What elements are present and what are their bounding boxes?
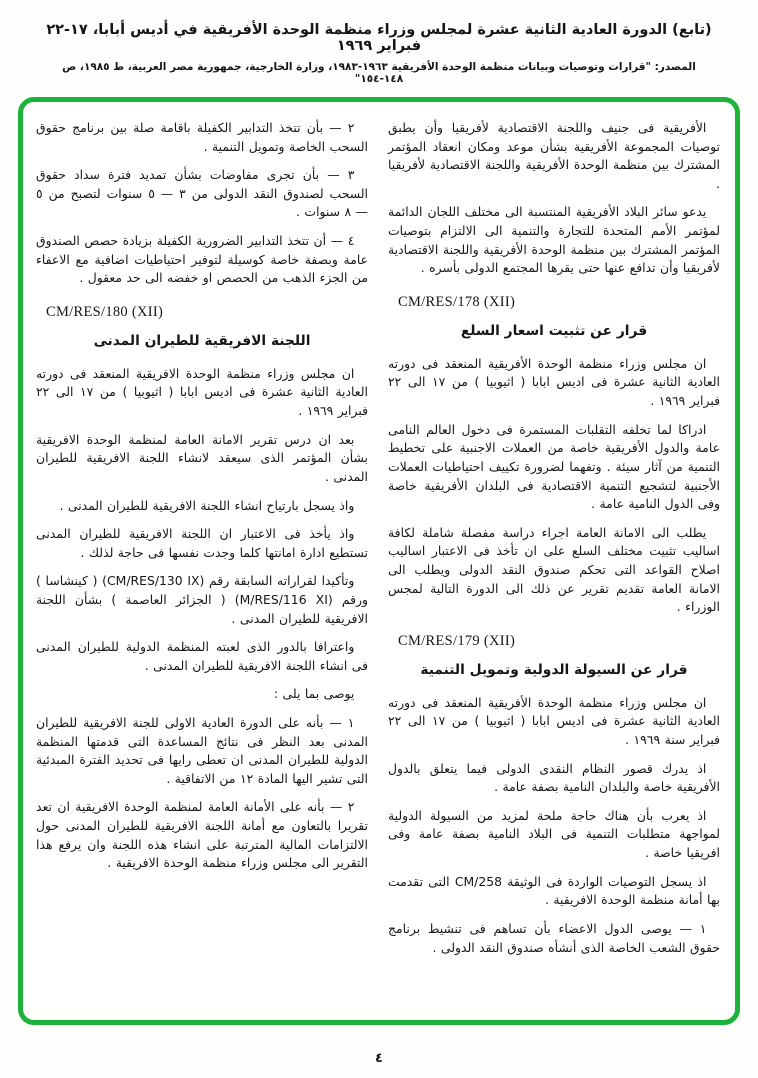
paragraph: يطلب الى الامانة العامة اجراء دراسة مفصلة شاملة لكافة اساليب تثبيت مختلف السلع على ان تأخذ فى الاعتبار اساليب اصلاح القواعد التى تحكم صندوق النقد الدولى ويطلب الى الامانة العامة تقديم تقرير عن ذلك الى الدورة التالية لمجس الوزراء . [388,524,720,615]
paragraph: ١ — بأنه على الدورة العادية الاولى للجنة الافريقية للطيران المدنى بعد النظر فى نتائج المساعدة التى قدمتها المنظمة الدولية للطيران المدنى ان تعطى رايها فى تحديد الفترة المبدئية التى تشير اليها المادة ١٢ من الاتفاقية . [36,715,368,786]
paragraph: ٢ — بأن تتخذ التدابير الكفيلة باقامة صلة بين برنامج حقوق السحب الخاصة وتمويل التنمية . [36,120,368,154]
paragraph: بعد ان درس تقرير الامانة العامة لمنظمة الوحدة الافريقية بشأن المؤتمر الذى سيعقد لانشاء اللجنة الافريقية للطيران المدنى . [36,431,368,484]
header-title: (تابع) الدورة العادية الثانية عشرة لمجلس وزراء منظمة الوحدة الأفريقية في أديس أبابا، ١٧-٢٢ فبراير ١٩٦٩ [46,22,712,54]
paragraph: يدعو سائر البلاد الأفريقية المنتسبة الى مختلف اللجان الدائمة لمؤتمر الأمم المتحدة للتجارة والتنمية الى الالتزام بتوصيات المؤتمر المشترك بين منظمة الوحدة الأفريقية واللجنة الاقتصادية لأفريقيا وأن تدافع عنها حتى يقرها المجتمع الدولى بأسره . [388,204,720,276]
paragraph: ٣ — بأن تجرى مفاوضات بشأن تمديد فترة سداد حقوق السحب لصندوق النقد الدولى من ٣ — ٥ سنوات لتصبح من ٥ — ٨ سنوات . [36,167,368,220]
paragraph: اذ يسجل التوصيات الواردة فى الوثيقة CM/258 التى تقدمت بها أمانة منظمة الوحدة الافريقية . [388,873,720,908]
paragraph: الأفريقية فى جنيف واللجنة الاقتصادية لأفريقيا وأن يطبق توصيات المجموعة الأفريقية بشأن موعد ومكان انعقاد المؤتمر المشترك بين منظمة الوحدة الأفريقية واللجنة الاقتصادية لأفريقيا . [388,120,720,191]
paragraph: واذ يأخذ فى الاعتبار ان اللجنة الافريقية للطيران المدنى تستطيع ادارة امانتها كلما وجدت نفسها فى حاجة لذلك . [36,526,368,560]
section-heading: قرار عن تثبيت اسعار السلع [460,322,648,339]
resolution-label: CM/RES/179 (XII) [398,632,516,649]
page-frame [18,97,740,1025]
section-heading: اللجنة الافريقية للطيران المدنى [93,332,311,349]
paragraph: واعترافا بالدور الذى لعبته المنظمة الدولية للطيران المدنى فى انشاء اللجنة الافريقية للطيران المدنى . [36,639,368,673]
paragraph: ان مجلس وزراء منظمة الوحدة الافريقية المنعقد فى دورته العادية الثانية عشرة فى اديس ابابا ( اثيوبيا ) من ١٧ الى ٢٢ فبراير ١٩٦٩ . [36,365,368,419]
paragraph: ٢ — بأنه على الأمانة العامة لمنظمة الوحدة الافريقية ان تعد تقريرا بالتعاون مع أمانة اللجنة الافريقية للطيران المدنى حول الالتزامات المالية المترتبة على انشاء هذه اللجنة وان يرفع هذا التقرير الى مجلس وزراء منظمة الوحدة الافريقية . [36,799,368,871]
page-number: ٤ [375,1051,383,1066]
paragraph: ادراكا لما تخلفه التقلبات المستمرة فى دخول العالم النامى عامة والدول الأفريقية خاصة من العملات الاجنبية على تخطيط التنمية من آثار سيئة . وتفهما لضرورة تكييف احتياطيات العملات الأجنبية لتشجيع التنمية الاقتصادية فى البلدان الأفريقية خاصة وفى الدول النامية عامة . [388,421,720,512]
resolution-label: CM/RES/180 (XII) [46,303,164,320]
paragraph: وتأكيدا لقراراته السابقة رقم (CM/RES/130 IX) ( كينشاسا ) ورقم (M/RES/116 XI) ( الجزائر العاصمة ) بشأن اللجنة الافريقية للطيران المدنى . [36,573,368,626]
paragraph: يوصى بما يلى : [273,686,355,702]
two-column-layout [36,119,720,1010]
paragraph: ان مجلس وزراء منظمة الوحدة الأفريقية المنعقد فى دورته العادية الثانية عشرة فى اديس ابابا ( اثيوبيا ) من ١٧ الى ٢٢ فبراير سنة ١٩٦٩ . [388,694,720,748]
paragraph: ان مجلس وزراء منظمة الوحدة الأفريقية المنعقد فى دورته العادية الثانية عشرة فى اديس ابابا ( اثيوبيا ) من ١٧ الى ٢٢ فبراير ١٩٦٩ . [388,355,720,409]
paragraph: اذ يعرب بأن هناك حاجة ملحة لمزيد من السيولة الدولية لمواجهة متطلبات التنمية فى البلاد النامية بصفة عامة وفى افريقيا خاصة . [388,807,720,861]
paragraph: اذ يدرك قصور النظام النقدى الدولى فيما يتعلق بالدول الأفريقية خاصة والبلدان النامية بصفة عامة . [388,760,720,795]
paragraph: واذ يسجل بارتياح انشاء اللجنة الافريقية للطيران المدنى . [59,497,355,513]
section-heading: قرار عن السيولة الدولية وتمويل التنمية [420,661,688,678]
paragraph: ١ — يوصى الدول الاعضاء بأن تساهم فى تنشيط برنامج حقوق الشعب الخاصة الذى أنشأه صندوق النقد الدولى . [388,920,720,955]
resolution-label: CM/RES/178 (XII) [398,293,516,310]
paragraph: ٤ — أن تتخذ التدابير الضرورية الكفيلة بزيادة حصص الصندوق عامة وبصفة خاصة كوسيلة لتوفير احتياطيات اضافية مع الاعفاء من الجزء الذهب من الحصص او خفضه الى حد معقول . [36,233,368,286]
page-header [0,22,758,85]
header-source: المصدر: "قرارات وتوصيات وبيانات منظمة الوحدة الأفريقية ١٩٦٣-١٩٨٣، وزارة الخارجية، جمهورية مصر العربية، ط ١٩٨٥، ص ١٤٨-١٥٤" [62,61,696,85]
column-left [36,119,368,1010]
column-right [388,119,720,1010]
